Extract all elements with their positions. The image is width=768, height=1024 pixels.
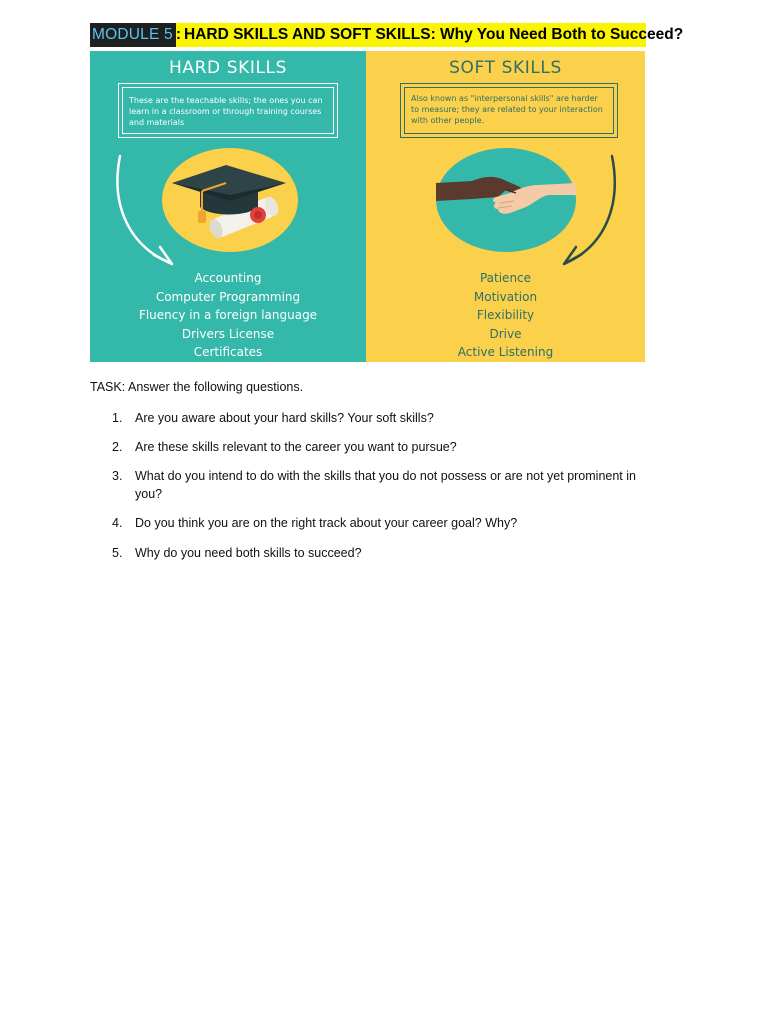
question-number: 4. (112, 516, 123, 530)
module-tag: MODULE 5 (90, 23, 176, 47)
hard-skills-panel (90, 51, 366, 362)
question-text: Do you think you are on the right track about your career goal? Why? (135, 516, 518, 530)
hard-skills-definition: These are the teachable skills; the ones you can learn in a classroom or through training courses and materials (122, 87, 334, 134)
list-item: Drive (489, 326, 522, 341)
heading-separator: : (175, 26, 182, 43)
module-heading (90, 23, 684, 47)
hard-skills-title: HARD SKILLS (168, 58, 287, 78)
soft-skills-title: SOFT SKILLS (449, 58, 562, 78)
list-item: Certificates (193, 345, 263, 359)
question-number: 5. (112, 546, 123, 560)
list-item: Fluency in a foreign language (138, 308, 318, 322)
hard-skills-list (90, 269, 366, 362)
graduation-cap-diploma-icon (162, 147, 298, 253)
question-text: Why do you need both skills to succeed? (135, 546, 362, 560)
list-item (90, 409, 670, 427)
question-text: What do you intend to do with the skills that you do not possess or are not yet prominent in you? (135, 469, 636, 501)
question-number: 3. (112, 469, 123, 483)
list-item: Computer Programming (155, 289, 301, 304)
hard-skills-definition-box (118, 83, 338, 138)
task-instructions: TASK: Answer the following questions. (90, 380, 304, 394)
module-title: HARD SKILLS AND SOFT SKILLS: Why You Need Both to Succeed? (184, 26, 684, 43)
list-item: Drivers License (181, 326, 275, 341)
list-item: Active Listening (457, 345, 554, 359)
list-item: Patience (479, 271, 532, 285)
curved-arrow-icon (554, 151, 624, 271)
list-item: Flexibility (476, 308, 535, 322)
question-number: 2. (112, 440, 123, 454)
list-item: Accounting (194, 271, 262, 285)
question-text: Are you aware about your hard skills? Your soft skills? (135, 411, 434, 425)
list-item (90, 514, 670, 532)
question-number: 1. (112, 411, 123, 425)
soft-skills-definition: Also known as "interpersonal skills" are harder to measure; they are related to your interaction with other people. (404, 87, 614, 134)
soft-skills-definition-box (400, 83, 618, 138)
list-item (90, 544, 670, 562)
skills-infographic (90, 51, 645, 362)
list-item (90, 438, 670, 456)
question-text: Are these skills relevant to the career you want to pursue? (135, 440, 457, 454)
soft-skills-list (366, 269, 645, 362)
soft-skills-panel (366, 51, 645, 362)
list-item (90, 467, 670, 503)
list-item: Motivation (473, 289, 538, 304)
